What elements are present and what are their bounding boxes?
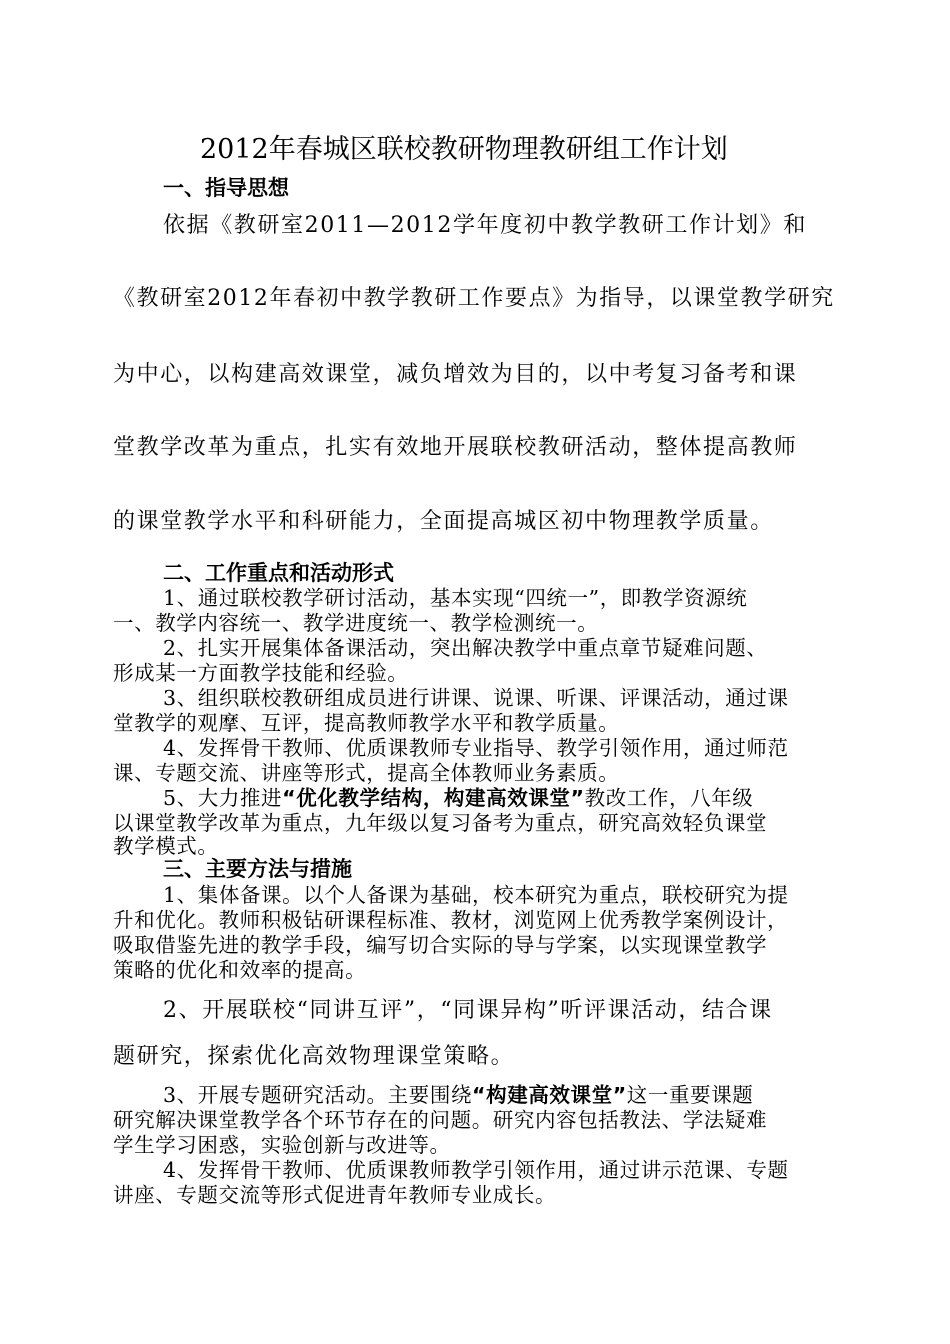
s2-line-text: 教改工作，八年级 [584, 786, 754, 810]
s2-line [163, 788, 753, 809]
s2-line: 1、通过联校教学研讨活动，基本实现“四统一”，即教学资源统 [163, 586, 748, 610]
s2-line: 课、专题交流、讲座等形式，提高全体教师业务素质。 [113, 761, 620, 785]
s1-line-5: 的课堂教学水平和科研能力，全面提高城区初中物理教学质量。 [113, 509, 774, 534]
s3-line-text: 这一重要课题 [626, 1083, 754, 1107]
s2-line-text: 5、大力推进 [163, 786, 283, 810]
s1-line-3: 为中心，以构建高效课堂，减负增效为目的，以中考复习备考和课 [113, 362, 798, 387]
s3-line [163, 1085, 753, 1106]
s2-line: 4、发挥骨干教师、优质课教师专业指导、教学引领作用，通过师范 [163, 736, 789, 760]
s3-line: 吸取借鉴先进的教学手段，编写切合实际的导与学案，以实现课堂教学 [113, 933, 768, 957]
section-2-heading: 二、工作重点和活动形式 [163, 561, 394, 585]
s2-line: 2、扎实开展集体备课活动，突出解决教学中重点章节疑难问题、 [163, 636, 768, 660]
emphasized-phrase: “构建高效课堂” [472, 1083, 627, 1107]
s3-line: 研究解决课堂教学各个环节存在的问题。研究内容包括教法、学法疑难 [113, 1108, 768, 1132]
s3-line: 学生学习困惑，实验创新与改进等。 [113, 1133, 451, 1157]
s2-line: 以课堂教学改革为重点，九年级以复习备考为重点，研究高效轻负课堂 [113, 811, 768, 835]
document-title: 2012年春城区联校教研物理教研组工作计划 [200, 134, 728, 165]
s3-line: 策略的优化和效率的提高。 [113, 958, 367, 982]
s2-line: 堂教学的观摩、互评，提高教师教学水平和教学质量。 [113, 711, 620, 735]
s3-line: 讲座、专题交流等形式促进青年教师专业成长。 [113, 1183, 557, 1207]
s3-line: 升和优化。教师积极钻研课程标准、教材，浏览网上优秀教学案例设计， [113, 908, 789, 932]
s1-line-2: 《教研室2012年春初中教学教研工作要点》为指导，以课堂教学研究 [113, 286, 835, 311]
emphasized-phrase: “优化教学结构，构建高效课堂” [282, 786, 585, 810]
s3-line: 4、发挥骨干教师、优质课教师教学引领作用，通过讲示范课、专题 [163, 1158, 789, 1182]
section-1-heading: 一、指导思想 [163, 176, 289, 200]
s2-line: 教学模式。 [113, 834, 219, 858]
section-3-heading: 三、主要方法与措施 [163, 857, 352, 881]
s2-line: 形成某一方面教学技能和经验。 [113, 661, 409, 685]
s2-line: 3、组织联校教研组成员进行讲课、说课、听课、评课活动，通过课 [163, 686, 789, 710]
s1-line-1: 依据《教研室2011—2012学年度初中教学教研工作计划》和 [163, 213, 807, 238]
s1-line-4: 堂教学改革为重点，扎实有效地开展联校教研活动，整体提高教师 [113, 435, 798, 460]
s2-line: 一、教学内容统一、教学进度统一、教学检测统一。 [113, 611, 599, 635]
s3-line: 1、集体备课。以个人备课为基础，校本研究为重点，联校研究为提 [163, 883, 789, 907]
s3-line: 题研究，探索优化高效物理课堂策略。 [113, 1044, 515, 1069]
s3-line-text: 3、开展专题研究活动。主要围绕 [163, 1083, 473, 1107]
s3-line: 2、开展联校“同讲互评”，“同课异构”听评课活动，结合课 [163, 998, 773, 1023]
